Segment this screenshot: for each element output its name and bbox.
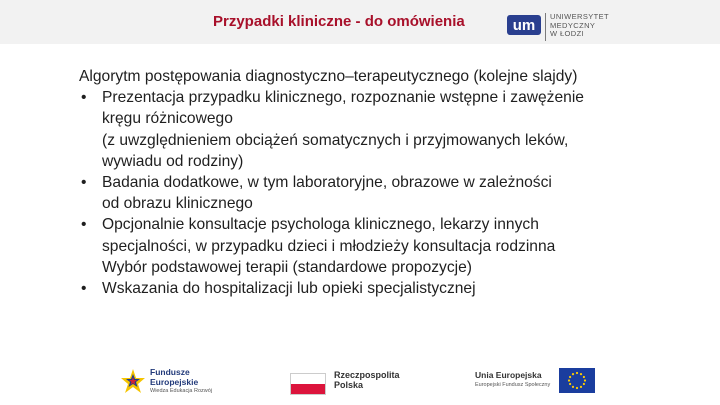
- slide-title: Przypadki kliniczne - do omówienia: [213, 13, 465, 30]
- unia-europejska-logo: [475, 368, 600, 398]
- bullet-list: [79, 87, 699, 299]
- bullet-line: specjalności, w przypadku dzieci i młodzieży konsultacja rodzinna: [102, 237, 556, 255]
- bullet-line: kręgu różnicowego: [102, 110, 233, 128]
- logo-divider: [545, 13, 546, 41]
- rzeczpospolita-logo: [290, 368, 410, 398]
- bullet-line: (z uwzględnieniem obciążeń somatycznych i przyjmowanych leków,: [102, 131, 569, 149]
- funding-footer: [0, 358, 720, 405]
- bullet-icon: •: [81, 280, 87, 298]
- slide-content: [79, 66, 699, 299]
- slide-header: [0, 0, 720, 44]
- bullet-icon: •: [81, 174, 87, 192]
- polish-flag-icon: [290, 373, 326, 395]
- rzeczpospolita-line-1: Rzeczpospolita: [334, 370, 400, 380]
- university-line-3: W ŁODZI: [550, 29, 585, 39]
- unia-subtitle: Europejski Fundusz Społeczny: [475, 382, 551, 388]
- bullet-line: Opcjonalnie konsultacje psychologa klinicznego, lekarzy innych: [102, 216, 539, 234]
- fundusze-subtitle: Wiedza Edukacja Rozwój: [150, 388, 213, 394]
- rzeczpospolita-title: [334, 370, 400, 390]
- bullet-item: [79, 278, 699, 299]
- university-line-1: UNIWERSYTET: [550, 12, 609, 21]
- um-logo-mark: [507, 13, 541, 37]
- bullet-line: Wybór podstawowej terapii (standardowe propozycje): [102, 258, 472, 276]
- fundusze-title: [150, 368, 198, 387]
- eu-flag-icon: [559, 368, 595, 393]
- fundusze-title-line-2: Europejskie: [150, 376, 199, 387]
- bullet-item: [79, 172, 699, 214]
- bullet-item: [79, 214, 699, 278]
- university-line-2: MEDYCZNY: [550, 20, 596, 30]
- bullet-line: Badania dodatkowe, w tym laboratoryjne, obrazowe w zależności: [102, 174, 552, 192]
- bullet-icon: •: [81, 216, 87, 234]
- bullet-line: od obrazu klinicznego: [102, 195, 253, 213]
- bullet-line: Wskazania do hospitalizacji lub opieki specjalistycznej: [102, 280, 476, 298]
- fundusze-star-icon: [120, 368, 146, 394]
- fundusze-title-line-1: Fundusze: [150, 367, 190, 377]
- bullet-icon: •: [81, 89, 87, 107]
- bullet-line: Prezentacja przypadku klinicznego, rozpoznanie wstępne i zawężenie: [102, 89, 584, 107]
- um-logo-text: um: [512, 17, 536, 34]
- lead-paragraph: Algorytm postępowania diagnostyczno–terapeutycznego (kolejne slajdy): [79, 68, 578, 85]
- university-name: [550, 13, 609, 39]
- bullet-line: wywiadu od rodziny): [102, 152, 244, 170]
- fundusze-europejskie-logo: [120, 366, 270, 398]
- unia-title: Unia Europejska: [475, 370, 542, 380]
- bullet-item: [79, 87, 699, 172]
- rzeczpospolita-line-2: Polska: [334, 380, 364, 390]
